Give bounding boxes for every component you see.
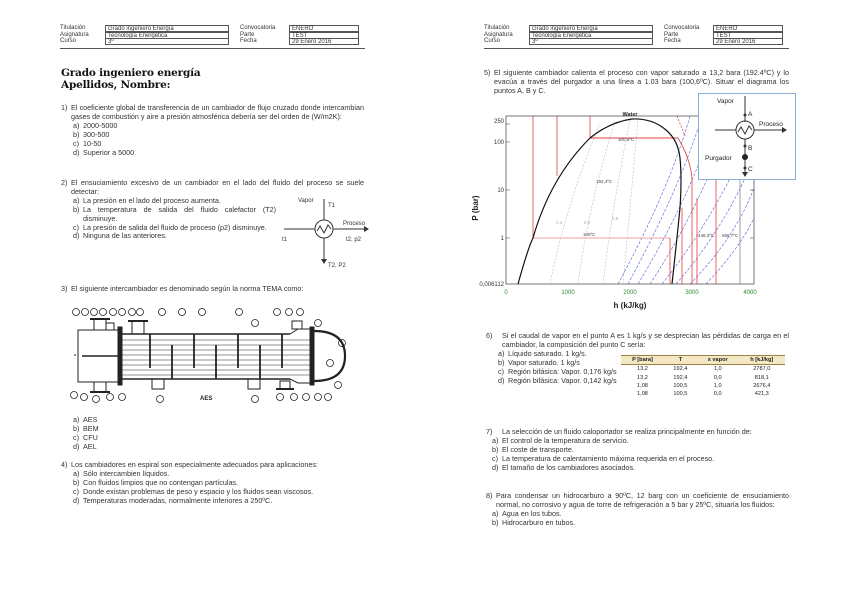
header-value-convocatoria: ENERO — [713, 25, 783, 32]
column-header-pressure: P [bara] — [621, 356, 664, 365]
option-text: Vapor saturado. 1 kg/s — [508, 357, 580, 367]
option-d[interactable] — [61, 232, 276, 241]
table-cell: 2787,0 — [753, 366, 771, 373]
table-row — [621, 382, 785, 390]
chart-title: Water — [622, 112, 638, 118]
option-letter: d) — [73, 495, 80, 505]
question-text: Para condensar un hidrocarburo a 90ºC, 12 barg con un coeficiente de ensuciamiento normal, no corrosivo y agua de torre de refrigeración a 5 bar y 25ºC, situaría los fluidos: — [496, 491, 789, 509]
option-letter: c) — [73, 432, 79, 442]
annotation-100c: 100ºC — [583, 232, 596, 237]
option-letter: a) — [73, 468, 80, 478]
table-cell: 100,5 — [673, 382, 688, 389]
option-text: Región bifásica: Vapor. 0,176 kg/s — [508, 366, 617, 376]
option-letter: a) — [73, 120, 80, 130]
header-value-titulacion: Grado ingeniero Energía — [529, 25, 653, 32]
option-text: Ninguna de las anteriores. — [83, 231, 167, 241]
y-tick-100: 100 — [493, 140, 504, 146]
option-letter: c) — [73, 138, 79, 148]
x-tick-4000: 4000 — [743, 290, 757, 296]
y-axis-label: P (bar) — [471, 195, 480, 221]
label-vapor: Vapor — [298, 198, 314, 204]
option-letter: d) — [498, 375, 505, 385]
table-cell: 1,0 — [713, 382, 722, 389]
header-label-fecha: Fecha — [240, 38, 257, 44]
figure-caption: AES — [200, 396, 213, 402]
header-value-asignatura: Tecnología Energética — [529, 32, 653, 39]
steam-properties-table — [621, 355, 785, 399]
header-value-curso: 3º — [529, 38, 653, 45]
option-d[interactable] — [486, 464, 789, 473]
option-text: Hidrocarburo en tubos. — [502, 517, 576, 527]
annotation-x06: 0,6 — [584, 220, 591, 225]
header-label-asignatura: Asignatura — [60, 31, 89, 38]
y-tick-250: 250 — [493, 119, 504, 125]
exam-title: Grado ingeniero energía — [61, 67, 201, 79]
option-letter: d) — [73, 147, 80, 157]
label-proceso: Proceso — [343, 221, 366, 227]
option-text: Donde existan problemas de peso y espacio y los fluidos sean viscosos. — [83, 486, 314, 496]
option-letter: b) — [73, 477, 80, 487]
question-number: 3) — [61, 284, 68, 293]
table-cell: 0,0 — [713, 374, 722, 381]
question-5 — [484, 69, 789, 96]
option-a[interactable] — [61, 416, 364, 425]
annotation-300c: 300,6ºC — [618, 137, 635, 142]
question-8 — [486, 492, 789, 528]
question-number: 5) — [484, 68, 491, 77]
question-text: Los cambiadores en espiral son especialmente adecuados para aplicaciones: — [71, 460, 318, 469]
x-tick-1000: 1000 — [561, 290, 575, 296]
table-cell: 13,2 — [637, 374, 648, 381]
option-letter: a) — [492, 508, 499, 518]
option-letter: a) — [73, 415, 80, 424]
option-d[interactable] — [61, 443, 364, 452]
header-divider — [60, 48, 365, 49]
option-letter: b) — [73, 129, 80, 139]
y-tick-min: 0,006112 — [479, 282, 504, 288]
header-label-convocatoria: Convocatoria — [664, 25, 700, 31]
table-cell: 1,08 — [637, 382, 648, 389]
x-tick-3000: 3000 — [685, 290, 699, 296]
annotation-656c: 656,7ºC — [722, 233, 739, 238]
header-label-convocatoria: Convocatoria — [240, 25, 276, 31]
option-letter: c) — [492, 453, 498, 463]
header-value-convocatoria: ENERO — [289, 25, 359, 32]
option-letter: a) — [492, 435, 499, 445]
header-label-curso: Curso — [484, 38, 501, 44]
option-d[interactable] — [61, 149, 364, 158]
table-cell: 192,4 — [673, 366, 688, 373]
header-label-titulacion: Titulación — [60, 25, 86, 31]
heat-exchanger-symbol-diagram — [278, 193, 370, 271]
column-header-enthalpy: h [kJ/kg] — [739, 356, 785, 365]
header-label-parte: Parte — [240, 31, 255, 38]
question-text: El ensuciamiento excesivo de un cambiador en el lado del fluido del proceso se suele detectar: — [71, 178, 364, 196]
option-text: La presión en el lado del proceso aumenta. — [83, 195, 221, 205]
header-label-titulacion: Titulación — [484, 25, 510, 31]
question-4 — [61, 461, 364, 506]
table-header-row — [621, 356, 785, 365]
annotation-x08: 0,8 — [612, 216, 619, 221]
option-letter: a) — [498, 348, 505, 358]
option-b[interactable] — [61, 131, 364, 140]
option-text: 2000-5000 — [83, 120, 118, 130]
option-text: CFU — [83, 432, 98, 442]
table-cell: 1,0 — [713, 366, 722, 373]
question-text: El coeficiente global de transferencia de un cambiador de flujo cruzado donde intercambian gases de combustión y aire a presión atmosférica debería ser del orden de (W/m2K): — [71, 103, 364, 121]
question-text: La selección de un fluido caloportador se realiza principalmente en función de: — [502, 427, 752, 436]
option-text: La temperatura de calentamiento máxima requerida en el proceso. — [502, 453, 715, 463]
question-number: 7) — [486, 427, 493, 436]
table-row — [621, 373, 785, 381]
option-b[interactable] — [61, 206, 276, 224]
question-3 — [61, 285, 364, 294]
header-label-curso: Curso — [60, 38, 77, 44]
table-cell: 13,2 — [637, 366, 648, 373]
header-value-curso: 3º — [105, 38, 229, 45]
inset-label-vapor: Vapor — [717, 98, 734, 105]
inset-point-c: C — [748, 166, 753, 173]
question-text: El siguiente intercambiador es denominado según la norma TEMA como: — [71, 284, 304, 293]
option-letter: b) — [492, 517, 499, 527]
table-cell: 100,5 — [673, 391, 688, 398]
header-value-parte: TEST — [289, 32, 359, 39]
option-text: BEM — [83, 423, 99, 433]
option-text: El control de la temperatura de servicio. — [502, 435, 629, 445]
option-text: Con fluidos limpios que no contengan partículas. — [83, 477, 239, 487]
option-text: AES — [83, 415, 98, 424]
header-divider — [484, 48, 789, 49]
question-number: 4) — [61, 460, 68, 469]
name-field-label: Apellidos, Nombre: — [61, 79, 171, 91]
x-tick-0: 0 — [504, 290, 508, 296]
option-letter: d) — [492, 462, 499, 472]
option-letter: b) — [73, 204, 80, 214]
exam-page-right — [424, 0, 848, 599]
option-d[interactable] — [61, 497, 364, 506]
table-cell: 0,0 — [713, 391, 722, 398]
table-row — [621, 365, 785, 374]
question-number: 2) — [61, 178, 68, 187]
question-7 — [486, 428, 789, 473]
question-number: 8) — [486, 491, 493, 500]
option-letter: d) — [73, 441, 80, 451]
option-text: El coste de transporte. — [502, 444, 574, 454]
option-letter: d) — [73, 231, 80, 241]
option-text: Región bifásica: Vapor. 0,142 kg/s — [508, 375, 617, 385]
table-cell: 818,1 — [754, 374, 769, 381]
question-1 — [61, 104, 364, 157]
tema-aes-exchanger-drawing — [70, 305, 360, 408]
y-tick-1: 1 — [500, 236, 504, 242]
option-c[interactable] — [61, 434, 364, 443]
y-tick-10: 10 — [497, 188, 504, 194]
steam-trap-inset — [698, 93, 796, 180]
inset-point-b: B — [748, 145, 753, 152]
option-text: AEL — [83, 441, 97, 451]
option-d[interactable] — [486, 377, 618, 386]
header-value-asignatura: Tecnología Energética — [105, 32, 229, 39]
option-letter: b) — [73, 423, 80, 433]
question-number: 1) — [61, 103, 68, 112]
option-text: Superior a 5000 — [83, 147, 135, 157]
option-text: La presión de salida del fluido de proceso (p2) disminuye. — [83, 222, 267, 232]
table-cell: 421,3 — [754, 391, 769, 398]
question-number: 6) — [486, 331, 493, 340]
option-text: Temperaturas moderadas, normalmente inferiores a 250ºC. — [83, 495, 273, 505]
header-label-parte: Parte — [664, 31, 679, 38]
option-text: La temperatura de salida del fluido calefactor (T2) disminuye. — [83, 204, 276, 223]
option-letter: c) — [498, 366, 504, 376]
inset-label-proceso: Proceso — [759, 121, 783, 128]
header-label-fecha: Fecha — [664, 38, 681, 44]
option-text: El tamaño de los cambiadores asociados. — [502, 462, 636, 472]
option-letter: b) — [492, 444, 499, 454]
question-text: El siguiente cambiador calienta el proceso con vapor saturado a 13,2 bara (192.4ºC) y lo evacúa a través del purgador a una línea a 1.03 bara (100,6ºC). Situar el diagrama los puntos A, B y C. — [494, 68, 789, 95]
annotation-448c: 448,3ºC — [698, 233, 715, 238]
option-letter: a) — [73, 195, 80, 205]
inset-schematic — [699, 94, 795, 179]
label-t2-p2-right: t2, p2 — [346, 237, 362, 243]
inset-label-purgador: Purgador — [705, 155, 732, 162]
header-value-fecha: 29 Enero 2016 — [289, 38, 359, 45]
option-letter: b) — [498, 357, 505, 367]
table-cell: 192,4 — [673, 374, 688, 381]
question-text: Si el caudal de vapor en el punto A es 1 kg/s y se desprecian las pérdidas de carga en el cambiador, la composición del punto C sería: — [502, 331, 789, 349]
x-axis-label: h (kJ/kg) — [613, 301, 647, 310]
x-tick-2000: 2000 — [623, 290, 637, 296]
option-text: Sólo intercambien líquidos. — [83, 468, 170, 478]
header-label-asignatura: Asignatura — [484, 31, 513, 38]
question-3-options — [61, 416, 364, 452]
label-t1-top: T1 — [328, 203, 336, 209]
option-letter: c) — [73, 222, 79, 232]
label-t1-left: t1 — [282, 237, 288, 243]
header-value-titulacion: Grado ingeniero Energía — [105, 25, 229, 32]
header-value-fecha: 29 Enero 2016 — [713, 38, 783, 45]
annotation-x04: 0,4 — [556, 220, 563, 225]
label-t2-p2-bottom: T2, P2 — [328, 263, 346, 269]
table-cell: 1,08 — [637, 391, 648, 398]
inset-point-a: A — [748, 111, 753, 118]
table-cell: 2676,4 — [753, 382, 771, 389]
option-text: 300-500 — [83, 129, 110, 139]
option-text: 10-50 — [83, 138, 102, 148]
annotation-192c: 192,4ºC — [596, 179, 613, 184]
column-header-temperature: T — [664, 356, 697, 365]
table-row — [621, 390, 785, 398]
option-letter: c) — [73, 486, 79, 496]
option-text: Agua en los tubos. — [502, 508, 562, 518]
header-value-parte: TEST — [713, 32, 783, 39]
option-b[interactable] — [486, 519, 789, 528]
option-b[interactable] — [61, 425, 364, 434]
column-header-quality: x vapor — [697, 356, 739, 365]
option-text: Líquido saturado. 1 kg/s. — [508, 348, 587, 358]
